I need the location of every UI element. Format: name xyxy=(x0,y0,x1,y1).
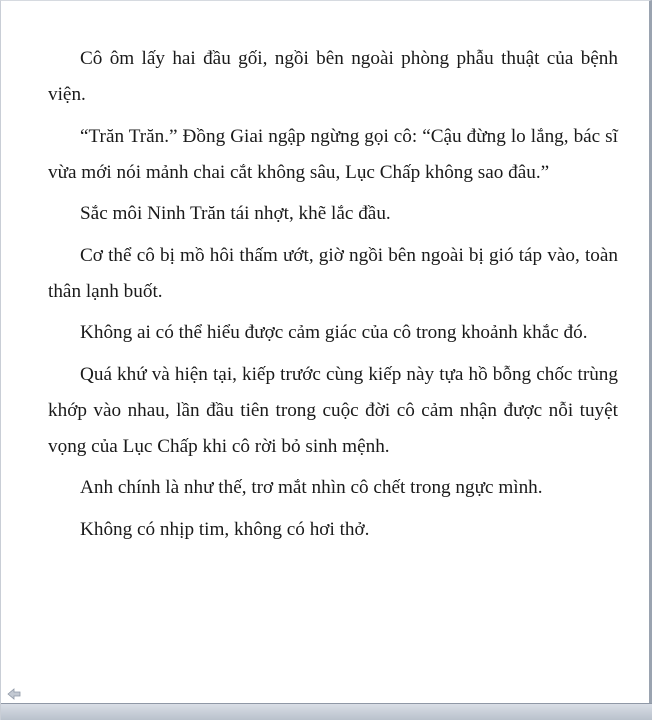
paragraph-3: Sắc môi Ninh Trăn tái nhợt, khẽ lắc đầu. xyxy=(80,203,391,224)
paragraph-5: Không ai có thể hiểu được cảm giác của cô trong khoảnh khắc đó. xyxy=(80,322,588,343)
paragraph-2: “Trăn Trăn.” Đồng Giai ngập ngừng gọi cô: “Cậu đừng lo lắng, bác sĩ vừa mới nói mảnh chai cắt không sâu, Lục Chấp không sao đâu.” xyxy=(48,125,618,183)
arrow-left-icon[interactable] xyxy=(7,688,21,700)
paragraph-6: Quá khứ và hiện tại, kiếp trước cùng kiếp này tựa hồ bỗng chốc trùng khớp vào nhau, lần đầu tiên trong cuộc đời cô cảm nhận được nỗi tuyệt vọng của Lục Chấp khi cô rời bỏ sinh mệnh. xyxy=(48,363,618,457)
paragraph-8: Không có nhịp tim, không có hơi thở. xyxy=(80,518,370,540)
status-bar xyxy=(1,703,652,720)
paragraph-7: Anh chính là như thế, trơ mắt nhìn cô chết trong ngực mình. xyxy=(80,477,543,498)
paragraph-4: Cơ thể cô bị mồ hôi thấm ướt, giờ ngồi bên ngoài bị gió táp vào, toàn thân lạnh buốt. xyxy=(48,244,618,302)
arrow-left-icon-graphic xyxy=(7,688,21,700)
document-page xyxy=(48,41,618,553)
paragraph-1: Cô ôm lấy hai đầu gối, ngồi bên ngoài phòng phẫu thuật của bệnh viện. xyxy=(48,48,618,105)
